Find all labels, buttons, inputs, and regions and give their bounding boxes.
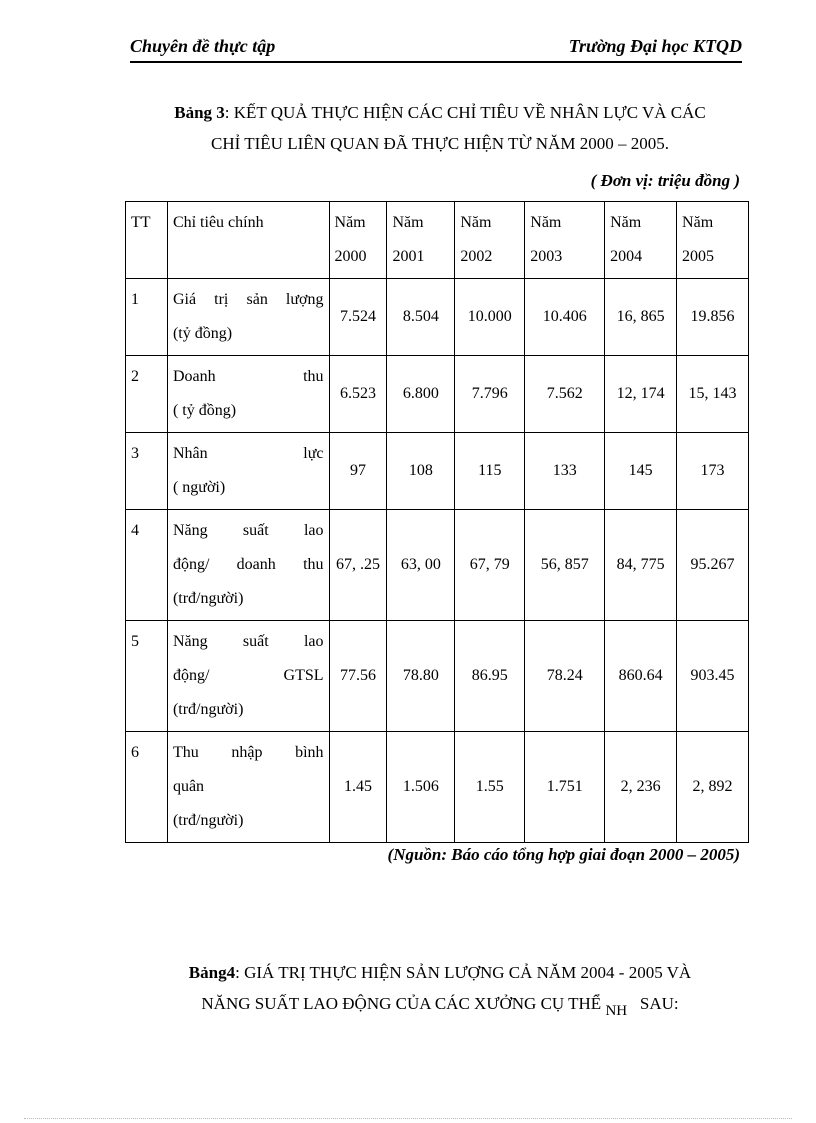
value-cell: 903.45: [677, 621, 749, 732]
value-cell: 67, 79: [455, 510, 525, 621]
header-rule: [130, 61, 742, 63]
value-cell: 15, 143: [677, 356, 749, 433]
table4-title-text2b: SAU:: [639, 994, 679, 1013]
value-cell: 10.000: [455, 279, 525, 356]
column-header-line1: Năm: [610, 214, 642, 231]
row-number: 4: [126, 510, 168, 621]
indicator-line: Doanh thu: [172, 368, 324, 385]
value-cell: 145: [605, 433, 677, 510]
table3-label: Bảng 3: [174, 103, 225, 122]
indicator-line: động/ doanh thu: [172, 556, 324, 573]
row-number: 2: [126, 356, 168, 433]
header-left-text: Chuyên đề thực tập: [130, 36, 276, 56]
table4-title-subscript: NH: [605, 1003, 628, 1019]
value-cell: 19.856: [677, 279, 749, 356]
value-cell: 63, 00: [387, 510, 455, 621]
table3: [125, 201, 749, 843]
column-header-line1: Năm: [530, 214, 562, 231]
table3-source: (Nguồn: Báo cáo tổng hợp giai đoạn 2000 – 2005): [387, 845, 740, 864]
indicator-line: Năng suất lao: [172, 522, 324, 539]
table3-unit: ( Đơn vị: triệu đồng ): [590, 171, 740, 190]
table-row: [126, 356, 749, 433]
value-cell: 6.523: [329, 356, 387, 433]
column-header-line1: Năm: [460, 214, 492, 231]
value-cell: 7.524: [329, 279, 387, 356]
row-indicator: [167, 732, 329, 843]
table3-title-line1: [120, 97, 760, 128]
indicator-line: (trđ/người): [172, 812, 244, 829]
value-cell: 12, 174: [605, 356, 677, 433]
table3-column-header: [387, 202, 455, 279]
table4-title: [120, 957, 760, 1027]
indicator-line: ( tỷ đồng): [172, 402, 237, 419]
value-cell: 8.504: [387, 279, 455, 356]
column-header-line2: 2000: [334, 248, 367, 265]
table4-title-line2: [120, 988, 760, 1027]
indicator-line: Giá trị sản lượng: [172, 291, 324, 308]
row-indicator: [167, 279, 329, 356]
column-header-line1: Năm: [682, 214, 714, 231]
value-cell: 860.64: [605, 621, 677, 732]
table-row: [126, 732, 749, 843]
table3-column-header: [167, 202, 329, 279]
table-row: [126, 621, 749, 732]
value-cell: 16, 865: [605, 279, 677, 356]
indicator-line: quân: [172, 778, 205, 795]
value-cell: 6.800: [387, 356, 455, 433]
table3-column-header: [525, 202, 605, 279]
value-cell: 1.751: [525, 732, 605, 843]
value-cell: 7.562: [525, 356, 605, 433]
table3-title-text1: : KẾT QUẢ THỰC HIỆN CÁC CHỈ TIÊU VỀ NHÂN LỰC VÀ CÁC: [224, 103, 706, 122]
table3-title: [120, 97, 760, 159]
table3-column-header: [329, 202, 387, 279]
indicator-line: Năng suất lao: [172, 633, 324, 650]
value-cell: 173: [677, 433, 749, 510]
table3-header-row: [126, 202, 749, 279]
indicator-line: (tỷ đồng): [172, 325, 233, 342]
value-cell: 10.406: [525, 279, 605, 356]
table4-label: Bảng4: [188, 963, 236, 982]
row-number: 3: [126, 433, 168, 510]
value-cell: 7.796: [455, 356, 525, 433]
indicator-line: Thu nhập bình: [172, 744, 324, 761]
value-cell: 86.95: [455, 621, 525, 732]
column-header-line2: 2005: [682, 248, 715, 265]
column-header-line1: TT: [131, 214, 151, 231]
column-header-line2: 2002: [460, 248, 493, 265]
value-cell: 1.506: [387, 732, 455, 843]
value-cell: 95.267: [677, 510, 749, 621]
indicator-line: ( người): [172, 479, 226, 496]
value-cell: 56, 857: [525, 510, 605, 621]
table4-title-line1: [120, 957, 760, 988]
value-cell: 78.80: [387, 621, 455, 732]
table3-column-header: [455, 202, 525, 279]
table4-title-text2a: NĂNG SUẤT LAO ĐỘNG CỦA CÁC XƯỞNG CỤ THỂ: [201, 994, 602, 1013]
row-indicator: [167, 356, 329, 433]
header-right-text: Trường Đại học KTQD: [568, 36, 742, 56]
indicator-line: (trđ/người): [172, 590, 244, 607]
page-header: [130, 36, 742, 57]
table3-column-header: [605, 202, 677, 279]
column-header-line2: 2004: [610, 248, 643, 265]
value-cell: 97: [329, 433, 387, 510]
indicator-line: Nhân lực: [172, 445, 324, 462]
indicator-line: (trđ/người): [172, 701, 244, 718]
table3-column-header: [126, 202, 168, 279]
row-number: 1: [126, 279, 168, 356]
value-cell: 1.45: [329, 732, 387, 843]
value-cell: 2, 236: [605, 732, 677, 843]
value-cell: 2, 892: [677, 732, 749, 843]
column-header-line1: Năm: [334, 214, 366, 231]
table-row: [126, 510, 749, 621]
value-cell: 133: [525, 433, 605, 510]
value-cell: 1.55: [455, 732, 525, 843]
table3-column-header: [677, 202, 749, 279]
row-indicator: [167, 621, 329, 732]
column-header-line2: 2003: [530, 248, 563, 265]
table-row: [126, 279, 749, 356]
value-cell: 78.24: [525, 621, 605, 732]
column-header-line2: 2001: [392, 248, 425, 265]
row-number: 6: [126, 732, 168, 843]
row-number: 5: [126, 621, 168, 732]
column-header-line1: Năm: [392, 214, 424, 231]
row-indicator: [167, 433, 329, 510]
footer-rule: [24, 1118, 792, 1119]
value-cell: 77.56: [329, 621, 387, 732]
value-cell: 115: [455, 433, 525, 510]
indicator-line: động/ GTSL: [172, 667, 324, 684]
table3-title-line2: CHỈ TIÊU LIÊN QUAN ĐÃ THỰC HIỆN TỪ NĂM 2000 – 2005.: [211, 134, 669, 153]
table-row: [126, 433, 749, 510]
value-cell: 84, 775: [605, 510, 677, 621]
row-indicator: [167, 510, 329, 621]
value-cell: 108: [387, 433, 455, 510]
table4-title-text1: : GIÁ TRỊ THỰC HIỆN SẢN LƯỢNG CẢ NĂM 2004 - 2005 VÀ: [235, 963, 692, 982]
value-cell: 67, .25: [329, 510, 387, 621]
column-header-line1: Chỉ tiêu chính: [172, 214, 264, 231]
